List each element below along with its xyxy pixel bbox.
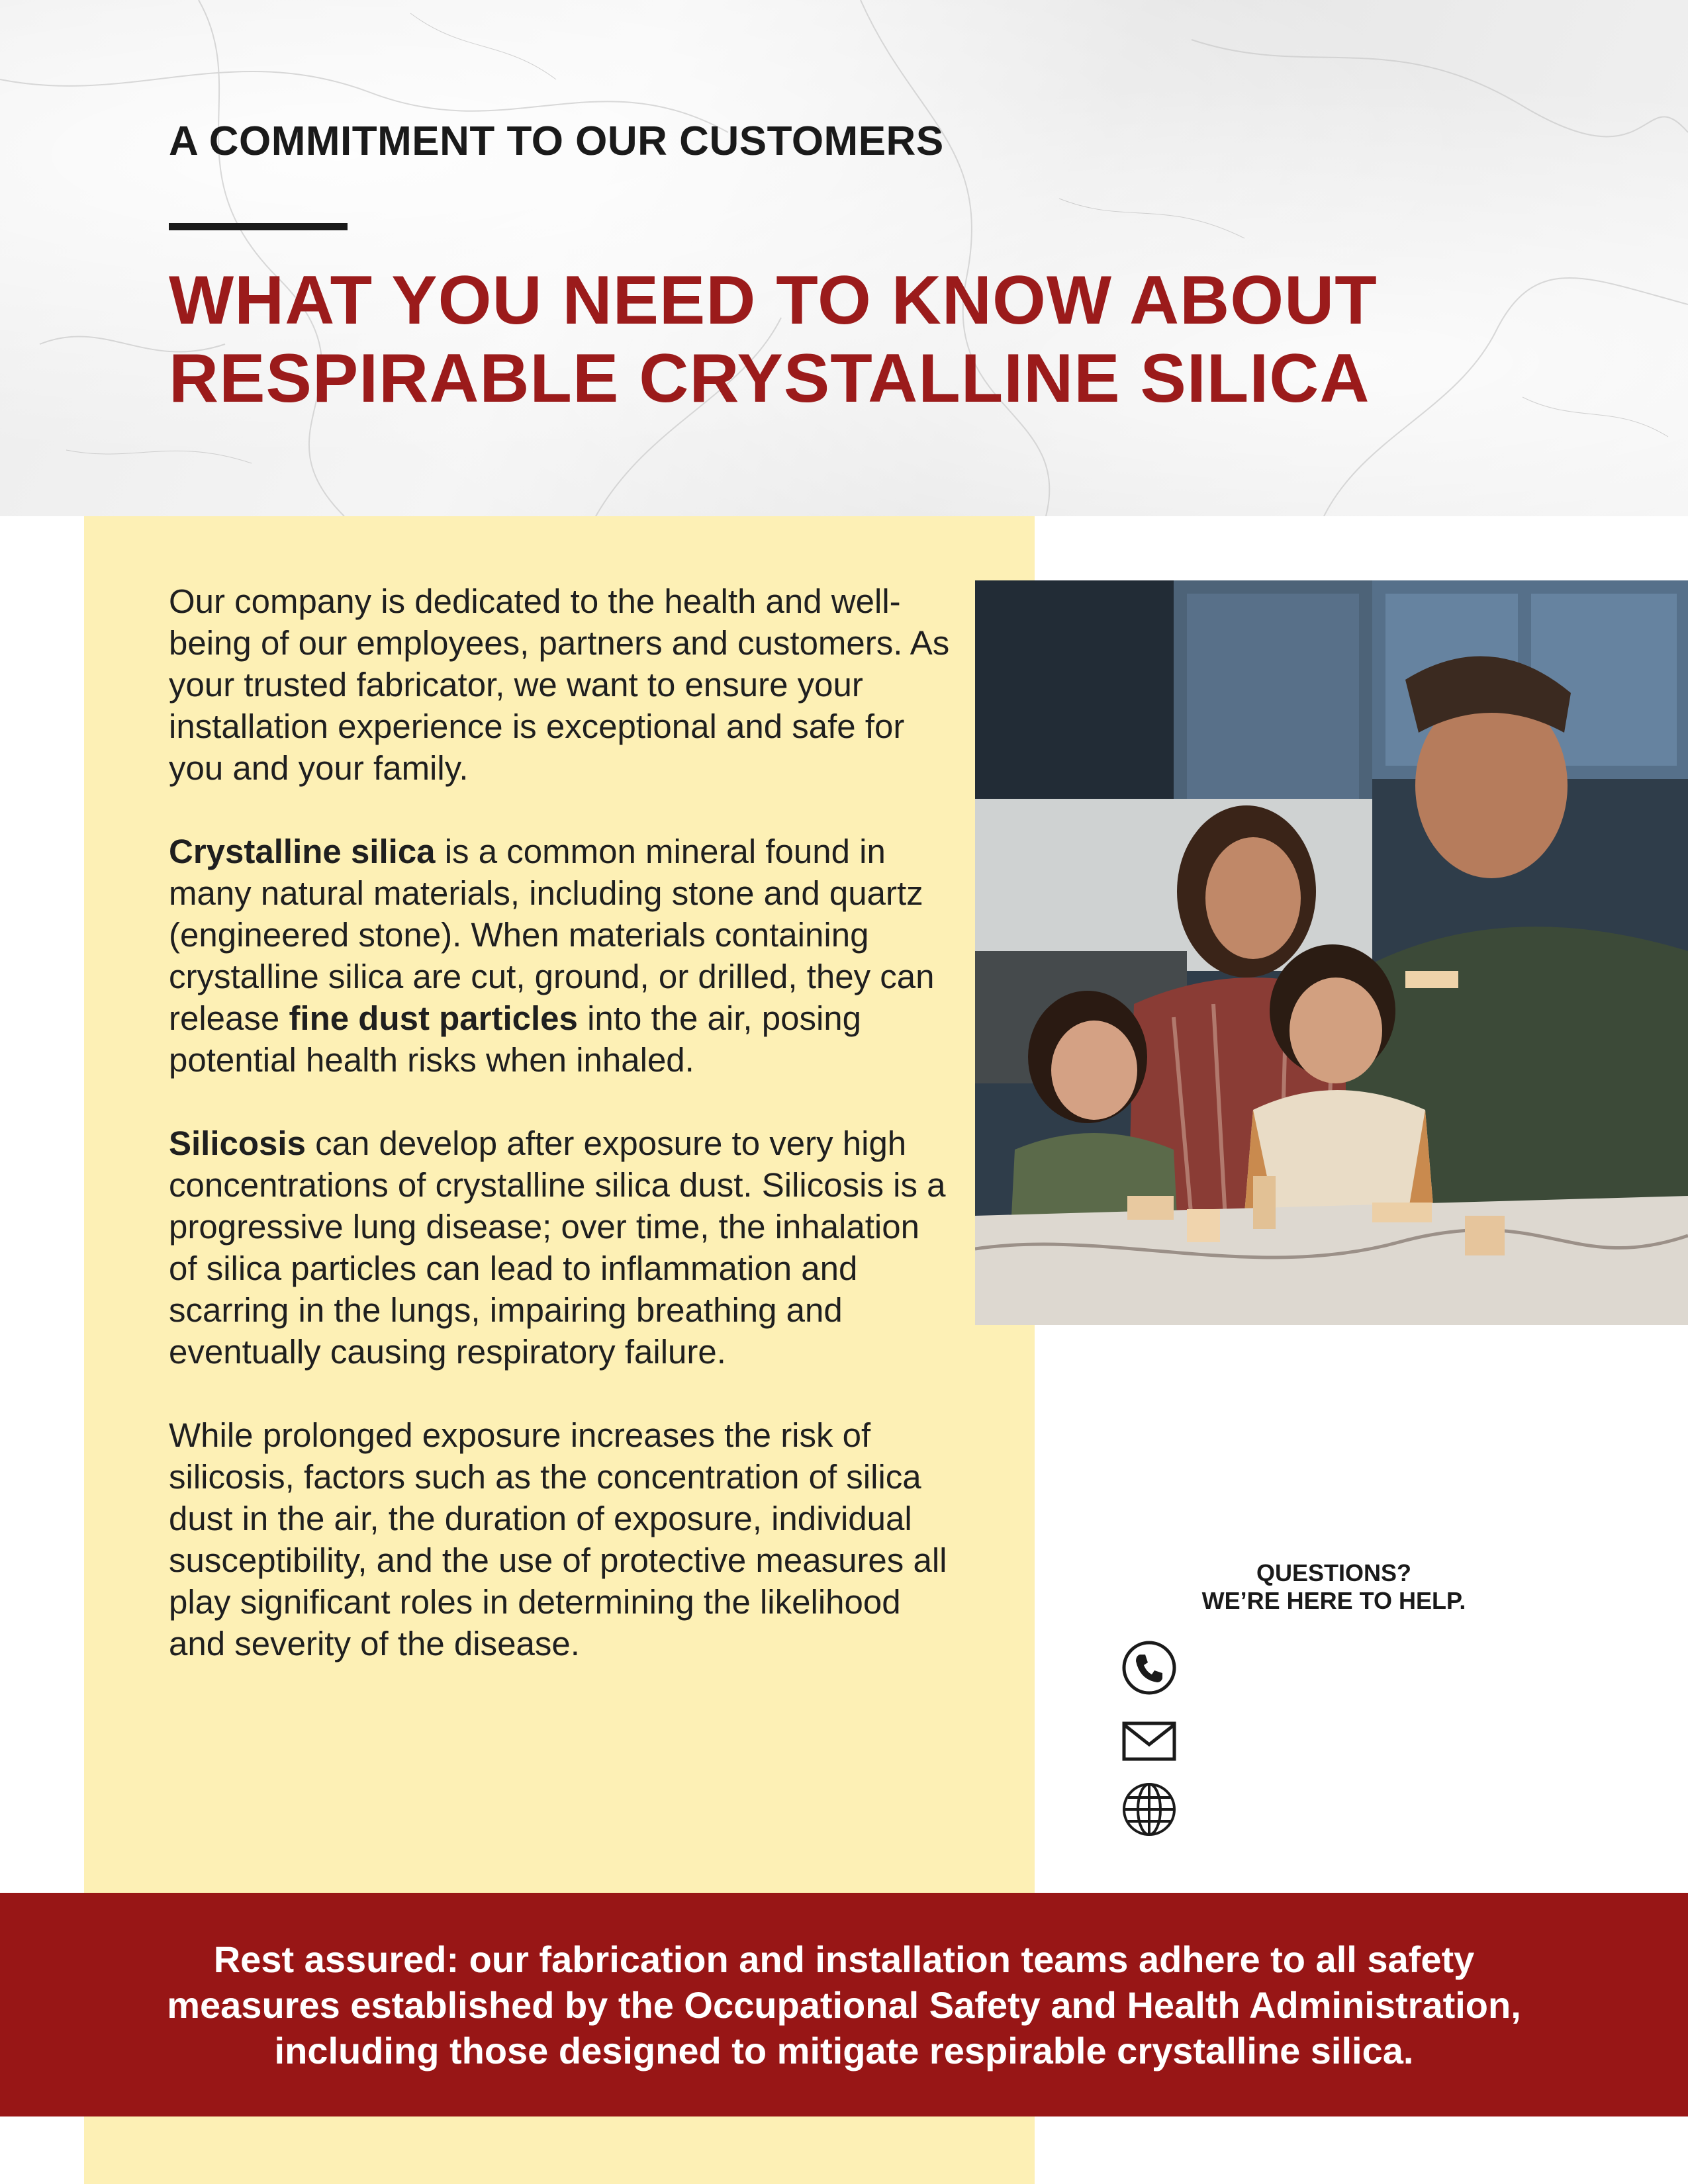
contact-heading <box>1053 1559 1615 1615</box>
contact-heading-line: QUESTIONS? <box>1256 1559 1412 1586</box>
globe-icon[interactable] <box>1120 1780 1178 1839</box>
banner-text <box>33 1936 1655 2073</box>
marble-texture <box>0 0 1688 516</box>
page-title-line: WHAT YOU NEED TO KNOW ABOUT <box>169 262 1378 339</box>
term-silicosis: Silicosis <box>169 1124 306 1162</box>
mail-icon[interactable] <box>1120 1711 1178 1770</box>
osha-banner <box>0 1893 1688 2116</box>
paragraph-text: can develop after exposure to very high concentrations of crystalline silica dust. Silicosis is a progressive lung disease; over time, the inhalation of silica particles can lead to inflammation and scarring in the lungs, impairing breathing and eventually causing respiratory failure. <box>169 1124 946 1371</box>
banner-line: Rest assured: our fabrication and installation teams adhere to all safety <box>213 1938 1475 1980</box>
paragraph-text: into the air, posing potential health risks when inhaled. <box>169 999 862 1079</box>
paragraph-text: is a common mineral found in many natural materials, including stone and quartz (engineered stone). When materials containing crystalline silica are cut, ground, or drilled, they can release <box>169 833 935 1037</box>
paragraph-intro: Our company is dedicated to the health and well-being of our employees, partners and customers. As your trusted fabricator, we want to ensure your installation experience is exceptional and safe for you and your family. <box>169 582 950 787</box>
banner-line: measures established by the Occupational Safety and Health Administration, <box>167 1983 1521 2026</box>
term-fine-dust: fine dust particles <box>289 999 578 1037</box>
page-title-line: RESPIRABLE CRYSTALLINE SILICA <box>169 340 1370 417</box>
family-kitchen-photo <box>975 580 1688 1325</box>
marble-header <box>0 0 1688 516</box>
banner-line: including those designed to mitigate respirable crystalline silica. <box>274 2029 1414 2071</box>
paragraph-risk-factors: While prolonged exposure increases the risk of silicosis, factors such as the concentration of silica dust in the air, the duration of exposure, individual susceptibility, and the use of protective measures all play significant roles in determining the likelihood and severity of the disease. <box>169 1416 947 1662</box>
phone-icon[interactable] <box>1120 1639 1178 1697</box>
page-title <box>169 261 1592 418</box>
paragraph-silicosis <box>169 1122 950 1373</box>
paragraph-crystalline-silica <box>169 831 950 1081</box>
contact-heading-line: WE’RE HERE TO HELP. <box>1201 1587 1466 1614</box>
title-divider <box>169 223 348 230</box>
term-crystalline-silica: Crystalline silica <box>169 833 436 870</box>
body-copy <box>169 580 950 1706</box>
eyebrow-heading: A COMMITMENT TO OUR CUSTOMERS <box>169 118 944 164</box>
